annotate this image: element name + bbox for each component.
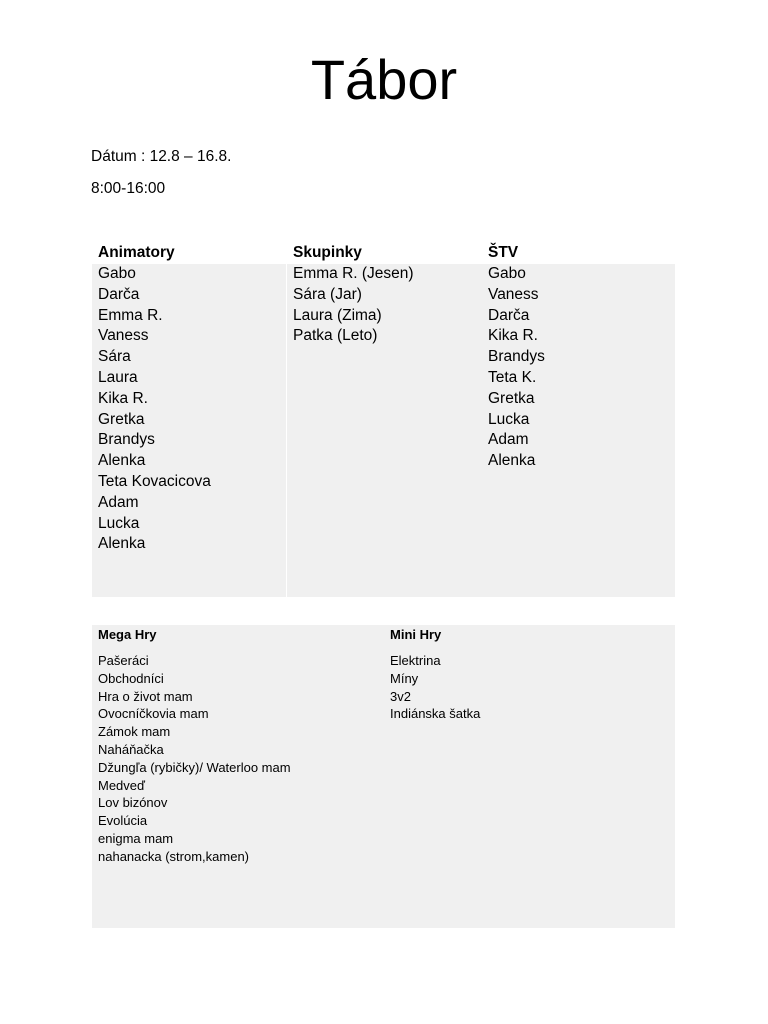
- mega-game: enigma mam: [98, 830, 174, 846]
- animator-name: Gabo: [98, 265, 136, 282]
- document-title: Tábor: [310, 48, 458, 111]
- mega-game: Džungľa (rybičky)/ Waterloo mam: [98, 759, 291, 775]
- mini-hry-list: [390, 652, 670, 723]
- mega-hry-header: Mega Hry: [98, 627, 157, 642]
- mega-game: Lov bizónov: [98, 795, 168, 811]
- stv-name: Gretka: [488, 389, 535, 407]
- staff-table: [92, 242, 675, 597]
- mega-game: Evolúcia: [98, 813, 148, 829]
- stv-name: Lucka: [488, 410, 530, 428]
- stv-column: [488, 242, 678, 472]
- time-line: 8:00-16:00: [91, 180, 166, 197]
- stv-name: Adam: [488, 431, 529, 449]
- skupinky-column: [293, 242, 483, 347]
- mini-hry-column: [390, 625, 670, 723]
- date-line: Dátum : 12.8 – 16.8.: [91, 148, 232, 165]
- stv-name: Vaness: [488, 285, 539, 303]
- mega-game: Obchodníci: [98, 670, 164, 686]
- stv-name: Kika R.: [488, 327, 538, 345]
- animatory-column: [98, 242, 288, 555]
- group-entry: Emma R. (Jesen): [293, 265, 414, 282]
- animator-name: Gretka: [98, 410, 145, 428]
- mini-game: Indiánska šatka: [390, 706, 481, 722]
- mega-game: Ovocníčkovia mam: [98, 706, 209, 722]
- skupinky-header: Skupinky: [293, 244, 362, 261]
- mega-hry-column: [98, 625, 378, 866]
- mega-game: nahanacka (strom,kamen): [98, 848, 250, 864]
- animator-name: Teta Kovacicova: [98, 472, 211, 490]
- mini-game: Míny: [390, 670, 419, 686]
- animator-name: Brandys: [98, 431, 155, 449]
- skupinky-list: [293, 264, 483, 347]
- animator-name: Lucka: [98, 514, 140, 532]
- stv-name: Gabo: [488, 265, 526, 282]
- stv-name: Teta K.: [488, 368, 537, 386]
- group-entry: Sára (Jar): [293, 285, 362, 303]
- mega-game: Pašeráci: [98, 653, 149, 668]
- animator-name: Darča: [98, 285, 140, 303]
- stv-name: Brandys: [488, 348, 545, 366]
- mega-game: Zámok mam: [98, 724, 171, 740]
- mega-game: Naháňačka: [98, 741, 164, 757]
- stv-header: ŠTV: [488, 244, 519, 261]
- animator-name: Alenka: [98, 535, 146, 553]
- animator-name: Laura: [98, 368, 138, 386]
- games-table: [92, 625, 675, 928]
- stv-name: Alenka: [488, 452, 536, 470]
- group-entry: Patka (Leto): [293, 327, 378, 345]
- animator-name: Emma R.: [98, 306, 163, 324]
- group-entry: Laura (Zima): [293, 306, 382, 324]
- animator-name: Kika R.: [98, 389, 148, 407]
- animator-name: Adam: [98, 493, 139, 511]
- mega-game: Medveď: [98, 777, 146, 793]
- stv-name: Darča: [488, 306, 530, 324]
- mega-game: Hra o život mam: [98, 688, 193, 704]
- mini-game: 3v2: [390, 688, 411, 704]
- mini-game: Elektrina: [390, 653, 441, 668]
- stv-list: [488, 264, 678, 472]
- animator-name: Alenka: [98, 452, 146, 470]
- animator-name: Vaness: [98, 327, 149, 345]
- mega-hry-list: [98, 652, 378, 866]
- animator-name: Sára: [98, 348, 131, 366]
- animatory-header: Animatory: [98, 244, 175, 261]
- mini-hry-header: Mini Hry: [390, 627, 442, 642]
- animatory-list: [98, 264, 288, 555]
